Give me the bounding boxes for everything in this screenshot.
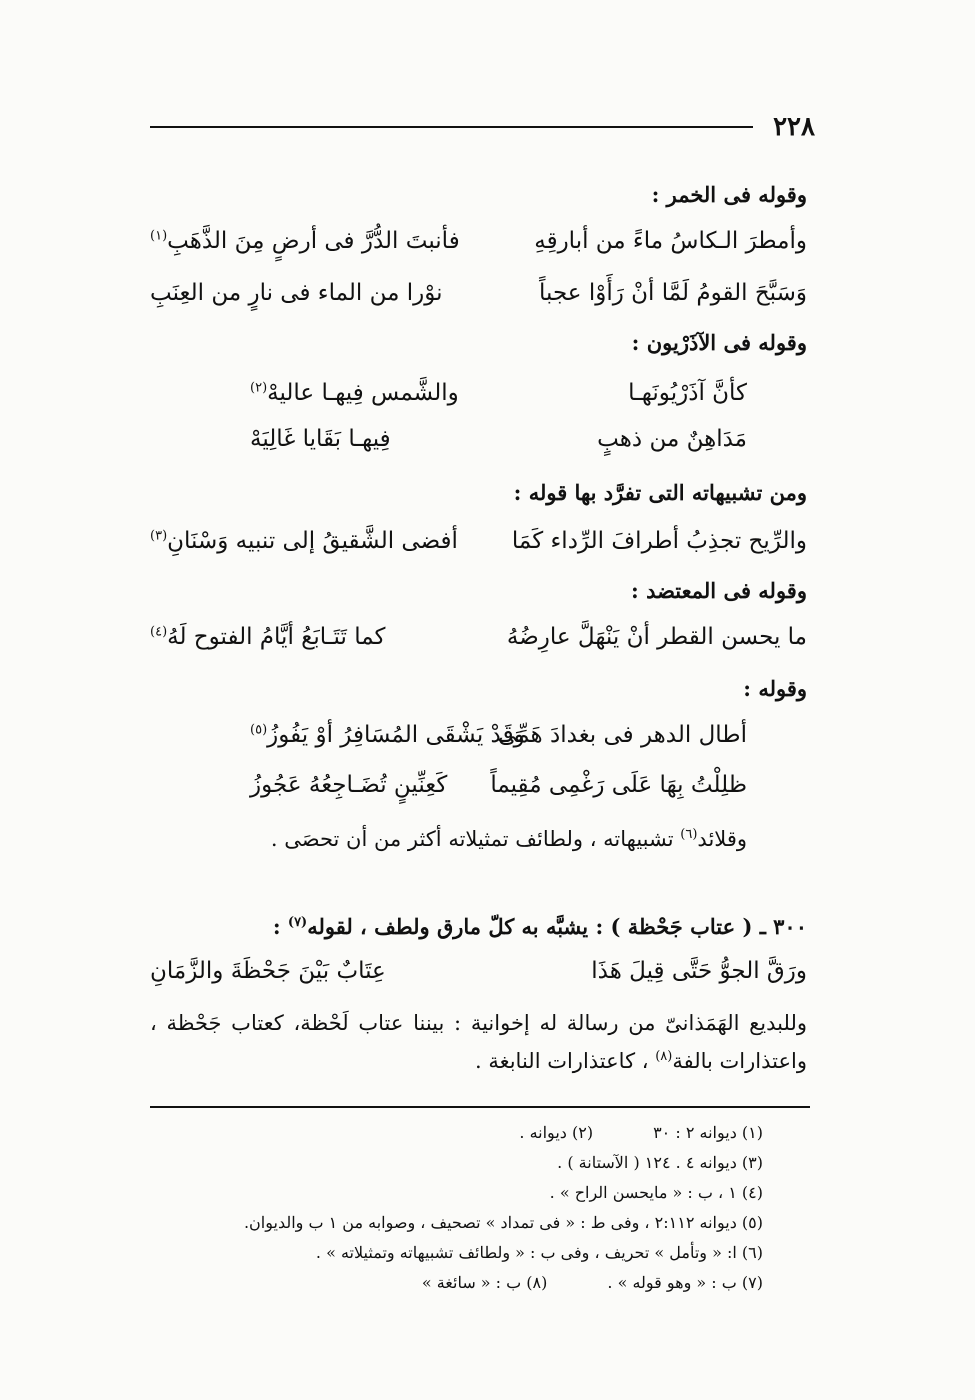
footnote-marker: (٥) <box>250 722 268 738</box>
hemistich-first: ظلِلْتُ بِهَا عَلَى رَغْمِى مُقِيماً <box>490 772 747 798</box>
footnote-row: (٤) ١ ، ب : « مايحسن الراح » . <box>549 1183 763 1202</box>
verse-row <box>150 228 807 268</box>
hemistich-first: ورَقَّ الجوُّ حَتَّى قِيلَ هَذَا <box>591 958 807 984</box>
hemistich-second: نوْرا من الماء فى نارٍ من العِنَبِ <box>150 280 443 306</box>
page-number: ٢٢٨ <box>773 112 815 142</box>
footnote-marker: (٦) <box>680 827 698 842</box>
hemistich-second: أفضى الشَّقيقُ إلى تنبيه وَسْنَانِ$^{(٣)}$ <box>150 528 458 554</box>
page-header <box>150 112 815 142</box>
footnote-marker: (٧) <box>287 915 308 930</box>
hemistich-first: وَسَبَّحَ القومُ لَمَّا أنْ رَأَوْا عجباً <box>539 280 807 306</box>
hemistich-first: وأمطرَ الـكاسُ ماءً من أبارقِهِ <box>534 228 807 254</box>
hemistich-first: أطال الدهر فى بغدادَ هَمِّى <box>498 722 747 748</box>
hemistich-second: كما تَتَـابَعُ أيَّامُ الفتوح لَهُ$^{(٤)}$ <box>150 624 386 650</box>
verse-row <box>150 722 807 762</box>
verse-row <box>150 280 807 320</box>
footnote-marker: (٤) <box>150 624 168 640</box>
verse-row <box>150 624 807 664</box>
footnote-marker: (١) <box>150 228 168 244</box>
hemistich-first: ما يحسن القطر أنْ يَنْهَلَّ عارِضُهُ <box>506 624 807 650</box>
footnote-row: (٥) ديوانه ٢:١١٢ ، وفى ط : « فى تمداد » تصحيف ، وصوابه من ١ ب والديوان. <box>243 1213 763 1232</box>
verse-row <box>150 772 807 812</box>
intro-mutadid: وقوله فى المعتضد : <box>631 578 807 603</box>
hemistich-second: عِتَابٌ بَيْنَ جَحْظَةَ والزَّمَانِ <box>150 958 386 984</box>
intro-tashbihat: ومن تشبيهاته التى تفرَّد بها قوله : <box>513 480 807 505</box>
footnote-row: (٦) ا: « وتأمل » تحريف ، وفى ب : « ولطائف تشبيهاته وتمثيلاته » . <box>315 1243 763 1262</box>
hemistich-second: فِيهـا بَقَايا غَالِيَهْ <box>250 426 391 452</box>
verse-row <box>150 426 807 466</box>
hemistich-first: مَدَاهِنٌ من ذهبٍ <box>597 426 747 452</box>
footnote-row: (١) ديوانه ٢ : ٣٠(٢) ديوانه . <box>519 1123 763 1142</box>
badi-paragraph: وللبديع الهَمَذانىّ من رسالة له إخوانية : بيننا عتاب لَحْظة، كعتاب جَحْظة ، واعتذارات بالفة$^{(٨)}$ ، كاعتذارات النابغة . <box>150 1011 807 1073</box>
footnote-marker: (٢) <box>250 380 268 396</box>
header-rule <box>150 126 753 128</box>
intro-khamr: وقوله فى الخمر : <box>651 182 807 207</box>
footnote-marker: (٣) <box>150 528 168 544</box>
closing-line: وقلائد$^{(٦)}$ تشبيهاته ، ولطائف تمثيلاته أكثر من أن تحصَى . <box>270 827 747 851</box>
verse-row <box>150 380 807 420</box>
intro-adharyun: وقوله فى الآذَرْيون : <box>631 330 807 355</box>
hemistich-second: كَعِنِّينٍ تُضَـاجِعُهُ عَجُوزُ <box>250 772 448 798</box>
verse-row <box>150 528 807 568</box>
hemistich-second: فأنبتَ الدُّرَّ فى أرضٍ مِنَ الذَّهَبِ$^{(١)}$ <box>150 228 460 254</box>
hemistich-second: والشَّمس فِيهـا عاليهْ$^{(٢)}$ <box>250 380 459 406</box>
footnotes <box>150 1118 763 1298</box>
hemistich-first: كأنَّ آذَرْيُونَهـا <box>628 380 747 406</box>
intro-qawluhu: وقوله : <box>743 676 807 701</box>
entry-300: ٣٠٠ ـ ( عتاب جَحْظة ) : يشبَّه به كلّ مارق ولطف ، لقوله$^{(٧)}$ : <box>272 914 807 939</box>
footnote-rule <box>150 1106 810 1108</box>
verse-row <box>150 958 807 998</box>
footnote-row: (٧) ب : « وهو قوله » .(٨) ب : « سائغة » <box>421 1273 763 1292</box>
hemistich-second: وَقَدْ يَشْقَى المُسَافِرُ أوْ يَفُوزُ$^{(٥)}$ <box>250 722 525 748</box>
footnote-row: (٣) ديوانه ٤ . ١٢٤ ( الآستانة ) . <box>557 1153 763 1172</box>
hemistich-first: والرِّيح تجذِبُ أطرافَ الرِّداء كَمَا <box>511 528 807 554</box>
footnote-marker: (٨) <box>655 1049 673 1064</box>
